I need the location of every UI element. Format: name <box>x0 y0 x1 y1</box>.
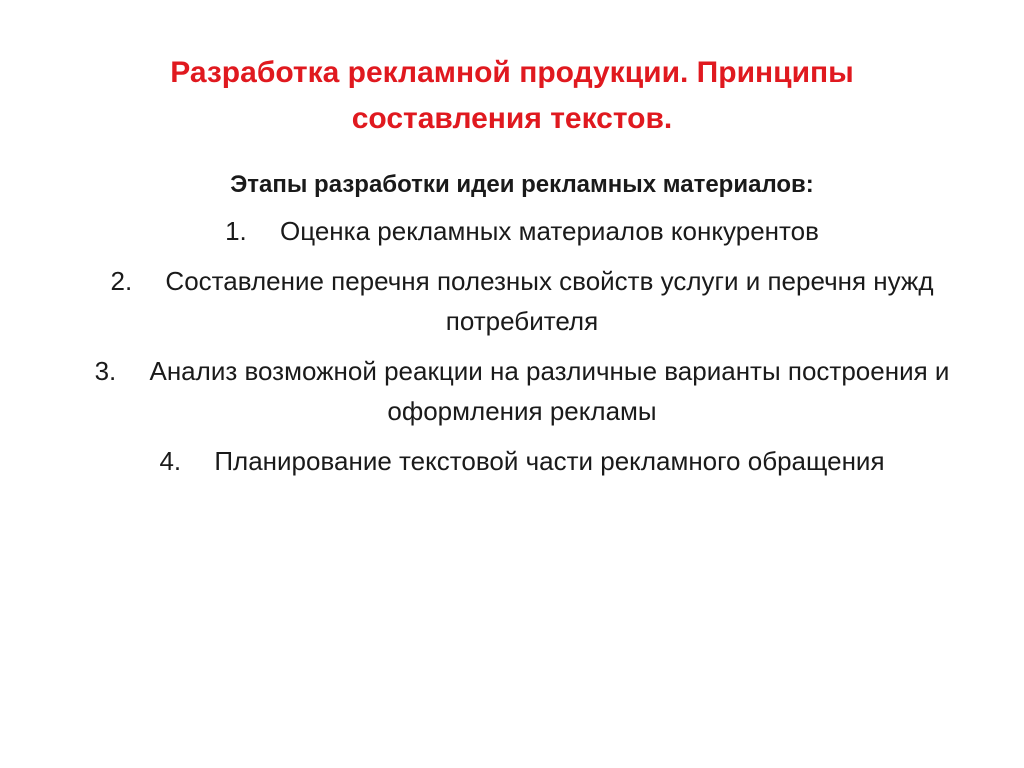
list-item-number: 1. <box>225 216 247 246</box>
list-item-text: Анализ возможной реакции на различные варианты построения и оформления рекламы <box>149 356 950 426</box>
list-item-number: 2. <box>110 266 133 296</box>
slide-content <box>60 165 984 491</box>
list-item-text: Составление перечня полезных свойств услуги и перечня нужд потребителя <box>165 266 934 336</box>
list-item <box>60 211 984 251</box>
list-item <box>60 441 984 481</box>
slide-title-line-1: Разработка рекламной продукции. Принципы <box>170 56 854 89</box>
list-item-text: Планирование текстовой части рекламного обращения <box>214 446 885 476</box>
list-item-number: 4. <box>159 446 182 476</box>
list-item <box>60 261 984 341</box>
list-item <box>60 351 984 431</box>
slide-title <box>100 50 924 142</box>
slide-title-line-2: составления текстов. <box>351 102 673 135</box>
stages-heading: Этапы разработки идеи рекламных материалов: <box>230 171 814 198</box>
list-item-text: Оценка рекламных материалов конкурентов <box>280 216 819 246</box>
list-item-number: 3. <box>94 356 117 386</box>
